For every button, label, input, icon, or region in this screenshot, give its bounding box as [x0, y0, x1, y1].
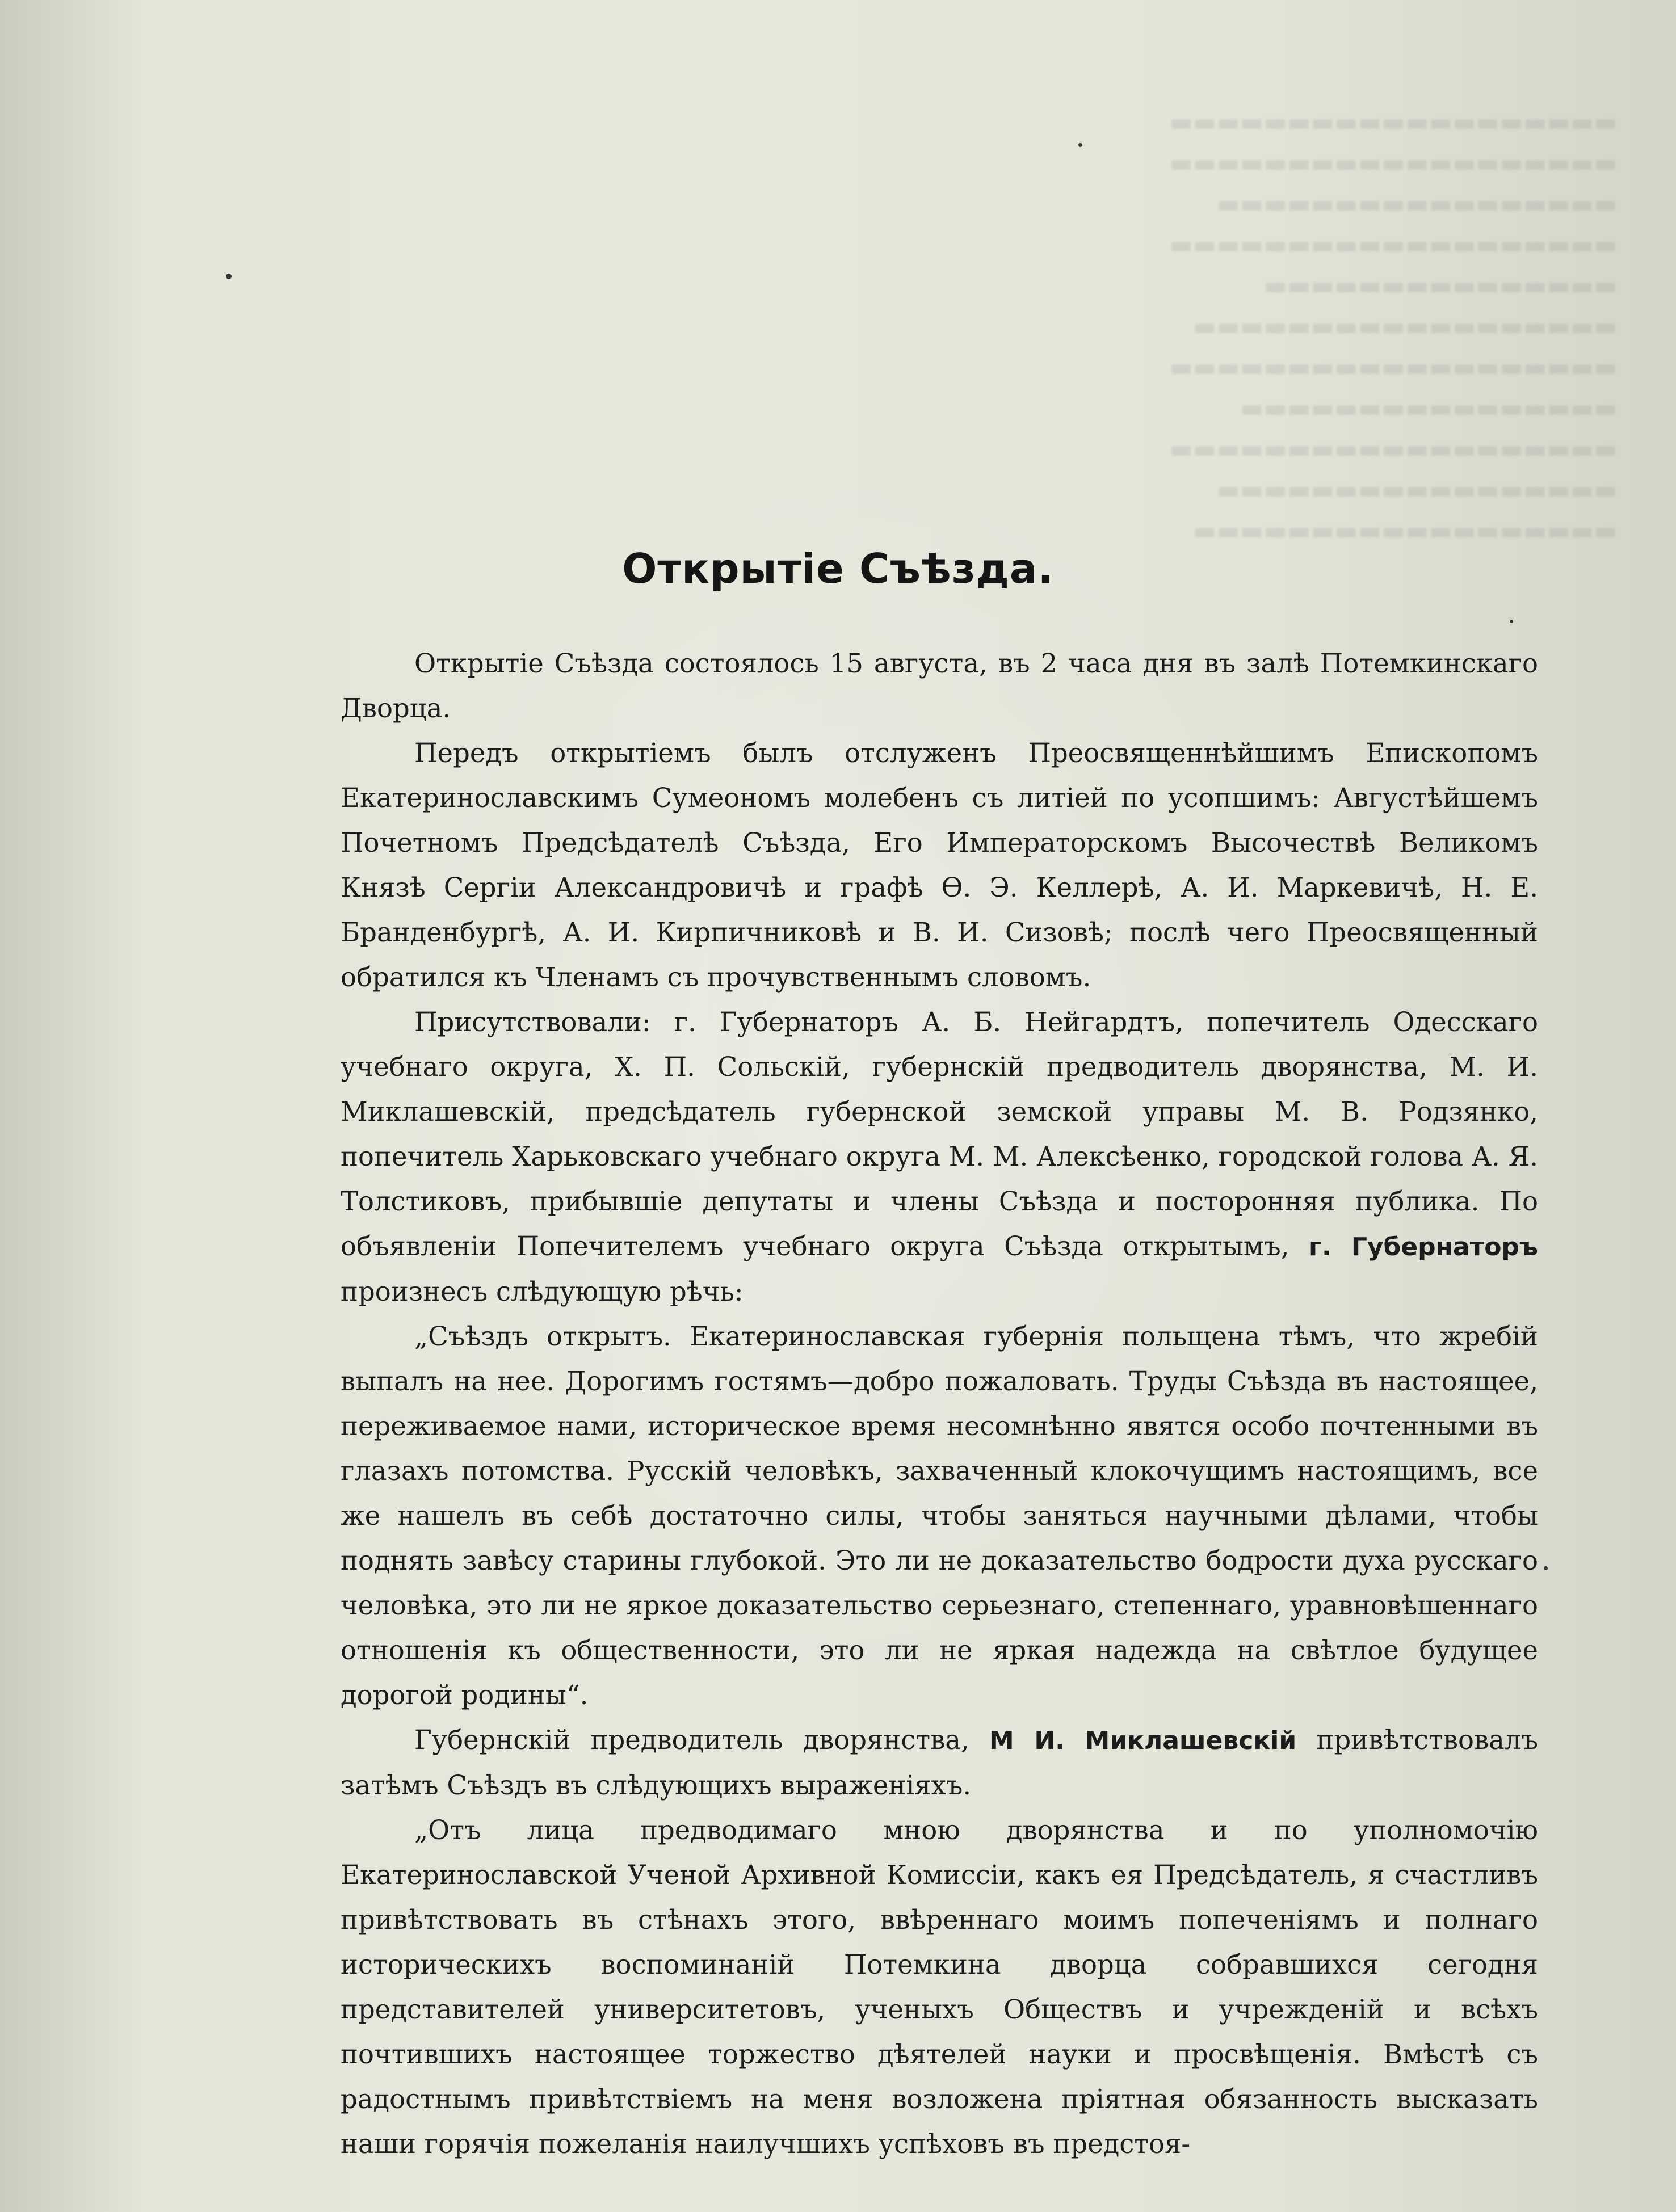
paragraph-marshal-intro	[341, 1718, 1538, 1808]
speck-mark	[1544, 1566, 1548, 1570]
paragraph-attendees	[341, 1000, 1538, 1314]
speck-mark	[1078, 143, 1082, 147]
marshal-name: М И. Миклашевскій	[989, 1726, 1297, 1755]
paragraph-governor-speech: „Съѣздъ открытъ. Екатеринославская губернія польщена тѣмъ, что жребій выпалъ на нее. Дорогимъ гостямъ—добро пожаловать. Труды Съѣзда въ настоящее, переживаемое нами, историческое время несомнѣнно явятся особо почтенными въ глазахъ потомства. Русскій человѣкъ, захваченный клокочущимъ настоящимъ, все же нашелъ въ себѣ достаточно силы, чтобы заняться научными дѣлами, чтобы поднять завѣсу старины глубокой. Это ли не доказательство бодрости духа русскаго человѣка, это ли не яркое доказательство серьезнаго, степеннаго, уравновѣшеннаго отношенія къ общественности, это ли не яркая надежда на свѣтлое будущее дорогой родины“.	[341, 1321, 1538, 1710]
attendees-text-end: произнесъ слѣдующую рѣчь:	[341, 1276, 744, 1307]
marshal-intro-text: Губернскій предводитель дворянства,	[414, 1725, 969, 1755]
paragraph-opening: Открытіе Съѣзда состоялось 15 августа, въ 2 часа дня въ залѣ Потемкинскаго Дворца.	[341, 648, 1538, 724]
paragraph-marshal-speech: „Отъ лица предводимаго мною дворянства и по уполномочію Екатеринославской Ученой Архивной Комиссіи, какъ ея Предсѣдатель, я счастливъ привѣтствовать въ стѣнахъ этого, ввѣреннаго моимъ попеченіямъ и полнаго историческихъ воспоминаній Потемкина дворца собравшихся сегодня представителей университетовъ, ученыхъ Обществъ и учрежденій и всѣхъ почтившихъ настоящее торжество дѣятелей науки и просвѣщенія. Вмѣстѣ съ радостнымъ привѣтствіемъ на меня возложена пріятная обязанность высказать наши горячія пожеланія наилучшихъ успѣховъ въ предстоя-	[341, 1815, 1538, 2159]
attendees-text: Присутствовали: г. Губернаторъ А. Б. Нейгардтъ, попечитель Одесскаго учебнаго округа, Х. П. Сольскій, губернскій предводитель дворянства, М. И. Миклашевскій, предсѣдатель губернской земской управы М. В. Родзянко, попечитель Харьковскаго учебнаго округа М. М. Алексѣенко, городской голова А. Я. Толстиковъ, прибывшіе депутаты и члены Съѣзда и посторонняя публика. По объявленіи Попечителемъ учебнаго округа Съѣзда открытымъ,	[341, 1007, 1538, 1261]
marshal-intro-text-end: привѣтствовалъ затѣмъ Съѣздъ въ слѣдующихъ выраженіяхъ.	[341, 1725, 1539, 1801]
bleed-through-texture: ▬▬▬▬▬▬▬▬▬▬▬▬▬▬▬▬▬▬▬ ▬▬▬▬▬▬▬▬▬▬▬▬▬▬▬▬▬▬▬ ▬▬▬▬▬▬▬▬▬▬▬▬▬▬▬▬▬ ▬▬▬▬▬▬▬▬▬▬▬▬▬▬▬▬▬▬▬ ▬▬▬▬▬▬▬▬▬▬▬▬▬▬▬ ▬▬▬▬▬▬▬▬▬▬▬▬▬▬▬▬▬▬ ▬▬▬▬▬▬▬▬▬▬▬▬▬▬▬▬▬▬▬ ▬▬▬▬▬▬▬▬▬▬▬▬▬▬▬▬ ▬▬▬▬▬▬▬▬▬▬▬▬▬▬▬▬▬▬▬ ▬▬▬▬▬▬▬▬▬▬▬▬▬▬▬▬▬ ▬▬▬▬▬▬▬▬▬▬▬▬▬▬▬▬▬▬	[1169, 108, 1618, 545]
document-body	[341, 641, 1538, 2167]
governor-name: г. Губернаторъ	[1309, 1233, 1538, 1261]
speck-mark	[1510, 620, 1513, 623]
page-title: Открытіе Съѣзда.	[622, 545, 1054, 592]
speck-mark	[226, 274, 232, 279]
paragraph-service: Передъ открытіемъ былъ отслуженъ Преосвященнѣйшимъ Епископомъ Екатеринославскимъ Сумеономъ молебенъ съ литіей по усопшимъ: Августѣйшемъ Почетномъ Предсѣдателѣ Съѣзда, Его Императорскомъ Высочествѣ Великомъ Князѣ Сергіи Александровичѣ и графѣ Ѳ. Э. Келлерѣ, А. И. Маркевичѣ, Н. Е. Бранденбургѣ, А. И. Кирпичниковѣ и В. И. Сизовѣ; послѣ чего Преосвященный обратился къ Членамъ съ прочувственнымъ словомъ.	[341, 738, 1538, 993]
